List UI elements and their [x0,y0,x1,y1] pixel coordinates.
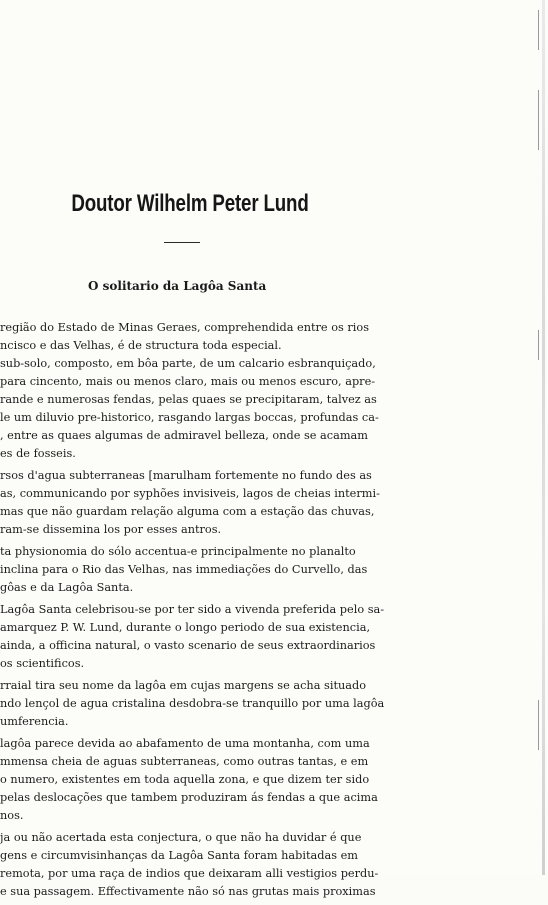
section-subtitle: O solitario da Lagôa Santa [88,279,267,293]
paragraph [0,467,432,539]
paragraph [0,319,432,463]
text-line: e sua passagem. Effectivamente não só nas grutas mais proximas [0,885,376,898]
text-line: le um diluvio pre-historico, rasgando largas boccas, profundas ca- [0,411,379,424]
text-line: mas que não guardam relação alguma com a estação das chuvas, [0,505,375,518]
text-line: umferencia. [0,715,69,728]
paragraph [0,601,432,673]
title-divider-rule [164,242,200,243]
text-line: ram-se dissemina los por esses antros. [0,523,222,536]
text-line: rraial tira seu nome da lagôa em cujas margens se acha situado [0,679,367,692]
text-line: remota, por uma raça de indios que deixaram alli vestigios perdu- [0,867,379,880]
text-line: o numero, existentes em toda aquella zona, e que dizem ter sido [0,773,370,786]
text-line: rande e numerosas fendas, pelas quaes se precipitaram, talvez as [0,393,377,406]
margin-tick [538,90,539,150]
body-text [0,319,432,905]
margin-tick [538,10,539,50]
text-line: ncisco e das Velhas, é de structura toda especial. [0,339,282,352]
paragraph [0,829,432,901]
text-line: es de fosseis. [0,447,76,460]
text-line: ainda, a officina natural, o vasto scenario de seus extraordinarios [0,639,376,652]
text-line: sub-solo, composto, em bôa parte, de um calcario esbranquiçado, [0,357,376,370]
text-line: pelas deslocações que tambem produziram ás fendas a que acima [0,791,378,804]
text-line: região do Estado de Minas Geraes, comprehendida entre os rios [0,321,369,334]
text-line: lagôa parece devida ao abafamento de uma montanha, com uma [0,737,370,750]
page-edge-shadow [542,0,545,875]
text-line: gôas e da Lagôa Santa. [0,581,134,594]
text-line: rsos d'agua subterraneas [marulham fortemente no fundo des as [0,469,372,482]
text-line: gens e circumvisinhanças da Lagôa Santa foram habitadas em [0,849,359,862]
text-line: Lagôa Santa celebrisou-se por ter sido a vivenda preferida pelo sa- [0,603,385,616]
margin-tick [538,330,539,360]
paragraph [0,543,432,597]
text-line: inclina para o Rio das Velhas, nas immediações do Curvello, das [0,563,368,576]
document-title: Doutor Wilhelm Peter Lund [71,190,309,217]
text-line: para cincento, mais ou menos claro, mais ou menos escuro, apre- [0,375,376,388]
paragraph [0,677,432,731]
text-line: mmensa cheia de aguas subterraneas, como outras tantas, e em [0,755,369,768]
text-line: , entre as quaes algumas de admiravel belleza, onde se acamam [0,429,369,442]
text-line: amarquez P. W. Lund, durante o longo periodo de sua existencia, [0,621,371,634]
text-line: os scientificos. [0,657,85,670]
text-line: ta physionomia do sólo accentua-e principalmente no planalto [0,545,356,558]
text-line: as, communicando por syphões invisiveis, lagos de cheias intermi- [0,487,380,500]
text-line: ndo lençol de agua cristalina desdobra-se tranquillo por uma lagôa [0,697,385,710]
text-line: ja ou não acertada esta conjectura, o que não ha duvidar é que [0,831,362,844]
paragraph [0,735,432,825]
text-line: nos. [0,809,24,822]
margin-tick [538,700,539,750]
